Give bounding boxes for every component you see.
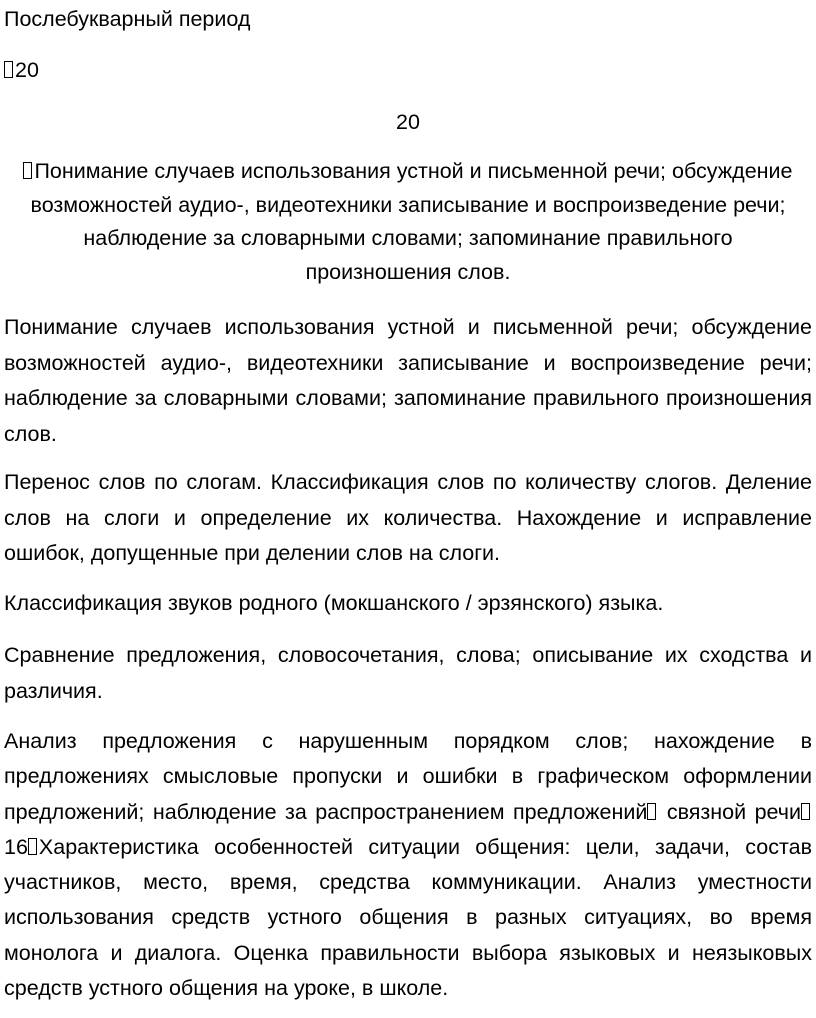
hours-value: 20	[15, 58, 39, 82]
paragraph-5-part-2: связной речи	[666, 799, 801, 824]
intro-centered-block	[0, 155, 816, 289]
paragraph-3: Классификация звуков родного (мокшанского / эрзянского) языка.	[4, 591, 664, 615]
missing-glyph-box-icon	[647, 803, 656, 820]
paragraph-5-part-1: Анализ предложения с нарушенным порядком слов; нахождение в предложениях смысловые пропуски и ошибки в графическом оформлении предложений; наблюдение за распространением предложений	[4, 729, 812, 824]
paragraph-1: Понимание случаев использования устной и письменной речи; обсуждение возможностей аудио-, видеотехники записывание и воспроизведение речи; наблюдение за словарными словами; запоминание правильного произношения слов.	[4, 315, 812, 446]
intro-line-4: произношения слов.	[305, 259, 511, 284]
hours-line	[4, 52, 39, 88]
missing-glyph-box-icon	[4, 61, 13, 78]
intro-line-2: возможностей аудио-, видеотехники записывание и воспроизведение речи;	[30, 192, 786, 217]
missing-glyph-box-icon	[801, 803, 810, 820]
paragraph-5-part-3: Характеристика особенностей ситуации общения: цели, задачи, состав участников, место, время, средства коммуникации. Анализ уместности использования средств устного общения в разных ситуациях, во время монолога и диалога. Оценка правильности выбора языковых и неязыковых средств устного общения на уроке, в школе.	[4, 834, 812, 1001]
page-number: 16	[4, 834, 28, 859]
period-title: Послебукварный период	[4, 7, 251, 31]
paragraph-2: Перенос слов по слогам. Классификация слов по количеству слогов. Деление слов на слоги и определение их количества. Нахождение и исправление ошибок, допущенные при делении слов на слоги.	[4, 470, 812, 565]
paragraph-5	[4, 724, 812, 1006]
missing-glyph-box-icon	[23, 162, 32, 179]
intro-line-3: наблюдение за словарными словами; запоминание правильного	[83, 226, 733, 250]
intro-line-1: Понимание случаев использования устной и письменной речи; обсуждение	[0, 155, 816, 189]
paragraph-4: Сравнение предложения, словосочетания, слова; описывание их сходства и различия.	[4, 643, 812, 703]
missing-glyph-box-icon	[28, 838, 37, 855]
hours-centered: 20	[396, 110, 420, 134]
